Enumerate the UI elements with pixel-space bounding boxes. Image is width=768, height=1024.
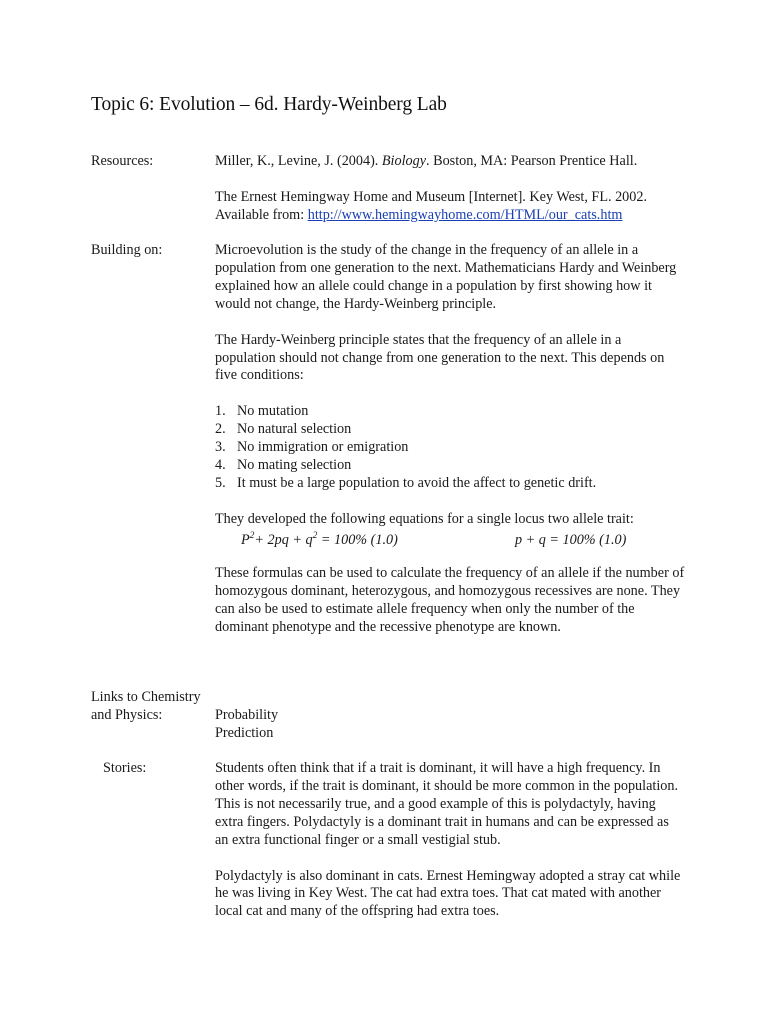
list-item: 1. No mutation	[215, 403, 309, 420]
stories-body	[215, 760, 685, 921]
list-item: 5. It must be a large population to avoid the affect to genetic drift.	[215, 474, 597, 491]
list-item: 3. No immigration or emigration	[215, 439, 409, 456]
stories-label: Stories:	[103, 760, 147, 776]
resources-label: Resources:	[91, 153, 154, 169]
building-on-body	[215, 242, 685, 636]
reference-2	[215, 189, 685, 225]
resources-body	[215, 153, 685, 225]
formulas-usage-paragraph: These formulas can be used to calculate the frequency of an allele if the number of homozygous dominant, heterozygous, and homozygous recessives are none. They can also be used to estimate allele frequency when only the number of the dominant phenotype and the recessive phenotype are known.	[215, 564, 685, 635]
building-on-label: Building on:	[91, 242, 163, 258]
reference-2-available: Available from:	[215, 206, 308, 223]
reference-1-publisher: . Boston, MA: Pearson Prentice Hall.	[426, 153, 638, 169]
allele-sum-equation: p + q = 100% (1.0)	[515, 531, 627, 548]
microevolution-paragraph: Microevolution is the study of the change in the frequency of an allele in a population from one generation to the next. Mathematicians Hardy and Weinberg explained how an allele could change in a population by first showing how it would not change, the Hardy-Weinberg principle.	[215, 242, 677, 312]
hardy-weinberg-principle-paragraph: The Hardy-Weinberg principle states that the frequency of an allele in a population should not change from one generation to the next. This depends on five conditions:	[215, 331, 665, 384]
reference-1	[215, 153, 685, 171]
hardy-weinberg-equation: $P^2+ 2pq + q^2 = 100\%$ (1.0)	[241, 530, 398, 548]
polydactyly-humans-paragraph: Students often think that if a trait is dominant, it will have a high frequency. In other words, if the trait is dominant, it should be more common in the population. This is not necessarily true, and a good example of this is polydactyly, having extra fingers. Polydactyly is a dominant trait in humans and can be expressed as an extra functional finger or a small vestigial stub.	[215, 760, 678, 848]
equations-intro: They developed the following equations for a single locus two allele trait:	[215, 510, 634, 527]
conditions-list	[215, 403, 685, 493]
reference-1-authors: Miller, K., Levine, J. (2004).	[215, 153, 382, 169]
polydactyly-cats-paragraph: Polydactyly is also dominant in cats. Ernest Hemingway adopted a stray cat while he was living in Key West. The cat had extra toes. That cat mated with another local cat and many of the offspring had extra toes.	[215, 867, 681, 920]
list-item: Probability	[215, 707, 279, 723]
links-label: Links to Chemistry and Physics:	[91, 689, 201, 723]
reference-2-text: The Ernest Hemingway Home and Museum [Internet]. Key West, FL. 2002.	[215, 188, 648, 205]
hemingway-cats-link[interactable]: http://www.hemingwayhome.com/HTML/our_cats.htm	[307, 206, 623, 223]
equations-row	[215, 529, 685, 553]
page-title: Topic 6: Evolution – 6d. Hardy-Weinberg Lab	[91, 94, 447, 115]
list-item: 2. No natural selection	[215, 421, 352, 438]
list-item: 4. No mating selection	[215, 457, 352, 474]
links-body	[215, 707, 685, 743]
reference-1-book-title: Biology	[381, 153, 427, 169]
list-item: Prediction	[215, 724, 274, 741]
